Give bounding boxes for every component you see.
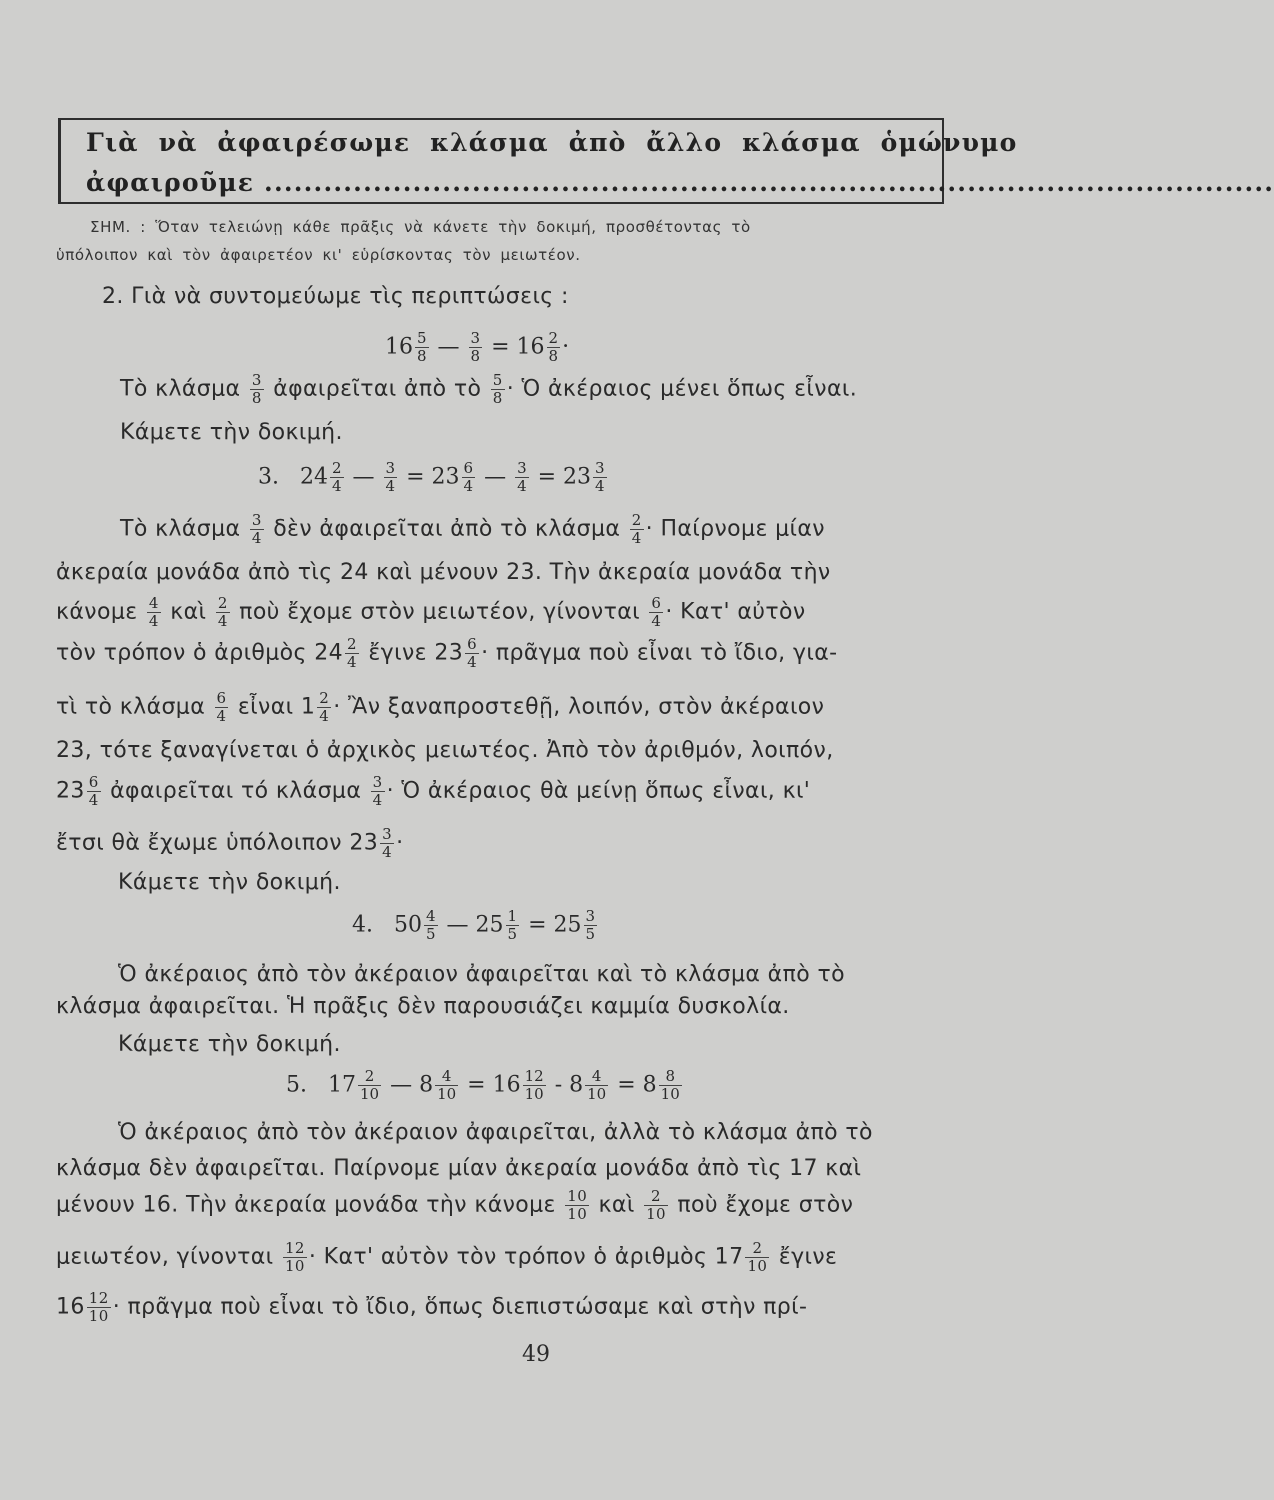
item-2-explanation: Τὸ κλάσμα $\frac{3}{8}$ ἀφαιρεῖται ἀπὸ τὸ $\frac{5}{8}$ · Ὁ ἀκέραιος μένει ὅπως εἶναι.	[120, 371, 858, 407]
item-3-line-8: ἔτσι θὰ ἔχωμε ὑπόλοιπον 23 $\frac{3}{4}$ ·	[56, 825, 404, 861]
item-3-line-5: τὶ τὸ κλάσμα $\frac{6}{4}$ εἶναι 1 $\frac{2}{4}$ · Ἂν ξαναπροστεθῇ, λοιπόν, στὸν ἀκέραιον	[56, 689, 825, 725]
item-2-heading: 2. Γιὰ νὰ συντομεύωμε τὶς περιπτώσεις :	[102, 284, 569, 309]
item-3-line-4: τὸν τρόπον ὁ ἀριθμὸς 24 $\frac{2}{4}$ ἔγινε 23 $\frac{6}{4}$ · πρᾶγμα ποὺ εἶναι τὸ ἴδιο, για-	[56, 635, 838, 671]
item-4-line-1: Ὁ ἀκέραιος ἀπὸ τὸν ἀκέραιον ἀφαιρεῖται καὶ τὸ κλάσμα ἀπὸ τὸ	[118, 962, 845, 987]
item-4-line-2: κλάσμα ἀφαιρεῖται. Ἡ πρᾶξις δὲν παρουσιάζει καμμία δυσκολία.	[56, 994, 790, 1019]
rule-text-line-1: Γιὰ νὰ ἀφαιρέσωμε κλάσμα ἀπὸ ἄλλο κλάσμα ὁμώνυμο	[86, 128, 1018, 157]
note-line-1: ΣΗΜ. : Ὅταν τελειώνῃ κάθε πρᾶξις νὰ κάνετε τὴν δοκιμή, προσθέτοντας τὸ	[90, 218, 751, 236]
item-3-line-1: Τὸ κλάσμα $\frac{3}{4}$ δὲν ἀφαιρεῖται ἀπὸ τὸ κλάσμα $\frac{2}{4}$ · Παίρνομε μίαν	[120, 511, 825, 547]
item-2-equation: 16 $\frac{5}{8}$ — $\frac{3}{8}$ = 16 $\frac{2}{8}$ ·	[385, 329, 570, 365]
item-3-line-3: κάνομε $\frac{4}{4}$ καὶ $\frac{2}{4}$ ποὺ ἔχομε στὸν μειωτέον, γίνονται $\frac{6}{4}$ · Κατ' αὐτὸν	[56, 594, 806, 630]
item-4-check: Κάμετε τὴν δοκιμή.	[118, 1032, 341, 1057]
item-3-equation: 3. 24 $\frac{2}{4}$ — $\frac{3}{4}$ = 23 $\frac{6}{4}$ — $\frac{3}{4}$ = 23 $\frac{3}{4}$	[258, 459, 605, 495]
item-5-line-2: κλάσμα δὲν ἀφαιρεῖται. Παίρνομε μίαν ἀκεραία μονάδα ἀπὸ τὶς 17 καὶ	[56, 1156, 862, 1181]
item-3-line-2: ἀκεραία μονάδα ἀπὸ τὶς 24 καὶ μένουν 23. Τὴν ἀκεραία μονάδα τὴν	[56, 560, 831, 585]
item-5-line-1: Ὁ ἀκέραιος ἀπὸ τὸν ἀκέραιον ἀφαιρεῖται, ἀλλὰ τὸ κλάσμα ἀπὸ τὸ	[118, 1120, 873, 1145]
item-5-line-4: μειωτέον, γίνονται $\frac{12}{10}$ · Κατ' αὐτὸν τὸν τρόπον ὁ ἀριθμὸς 17 $\frac{2}{10}$ ἔγινε	[56, 1239, 838, 1275]
item-4-equation: 4. 50 $\frac{4}{5}$ — 25 $\frac{1}{5}$ = 25 $\frac{3}{5}$	[352, 907, 596, 943]
item-2-check: Κάμετε τὴν δοκιμή.	[120, 420, 343, 445]
rule-text-line-2: ἀφαιροῦμε ......................................................................................................	[86, 168, 1274, 197]
item-5-line-5: 16 $\frac{12}{10}$ · πρᾶγμα ποὺ εἶναι τὸ ἴδιο, ὅπως διεπιστώσαμε καὶ στὴν πρί-	[56, 1289, 808, 1325]
item-3-line-6: 23, τότε ξαναγίνεται ὁ ἀρχικὸς μειωτέος. Ἀπὸ τὸν ἀριθμόν, λοιπόν,	[56, 738, 834, 763]
item-5-line-3: μένουν 16. Τὴν ἀκεραία μονάδα τὴν κάνομε $\frac{10}{10}$ καὶ $\frac{2}{10}$ ποὺ ἔχομε στὸν	[56, 1187, 854, 1223]
item-3-line-7: 23 $\frac{6}{4}$ ἀφαιρεῖται τό κλάσμα $\frac{3}{4}$ · Ὁ ἀκέραιος θὰ μείνῃ ὅπως εἶναι, κι'	[56, 773, 811, 809]
page-number: 49	[522, 1342, 550, 1367]
item-5-equation: 5. 17 $\frac{2}{10}$ — 8 $\frac{4}{10}$ = 16 $\frac{12}{10}$ - 8 $\frac{4}{10}$ = 8 $\frac{8}{10}$	[286, 1067, 680, 1103]
note-line-2: ὑπόλοιπον καὶ τὸν ἀφαιρετέον κι' εὑρίσκοντας τὸν μειωτέον.	[56, 246, 581, 264]
item-3-check: Κάμετε τὴν δοκιμή.	[118, 870, 341, 895]
